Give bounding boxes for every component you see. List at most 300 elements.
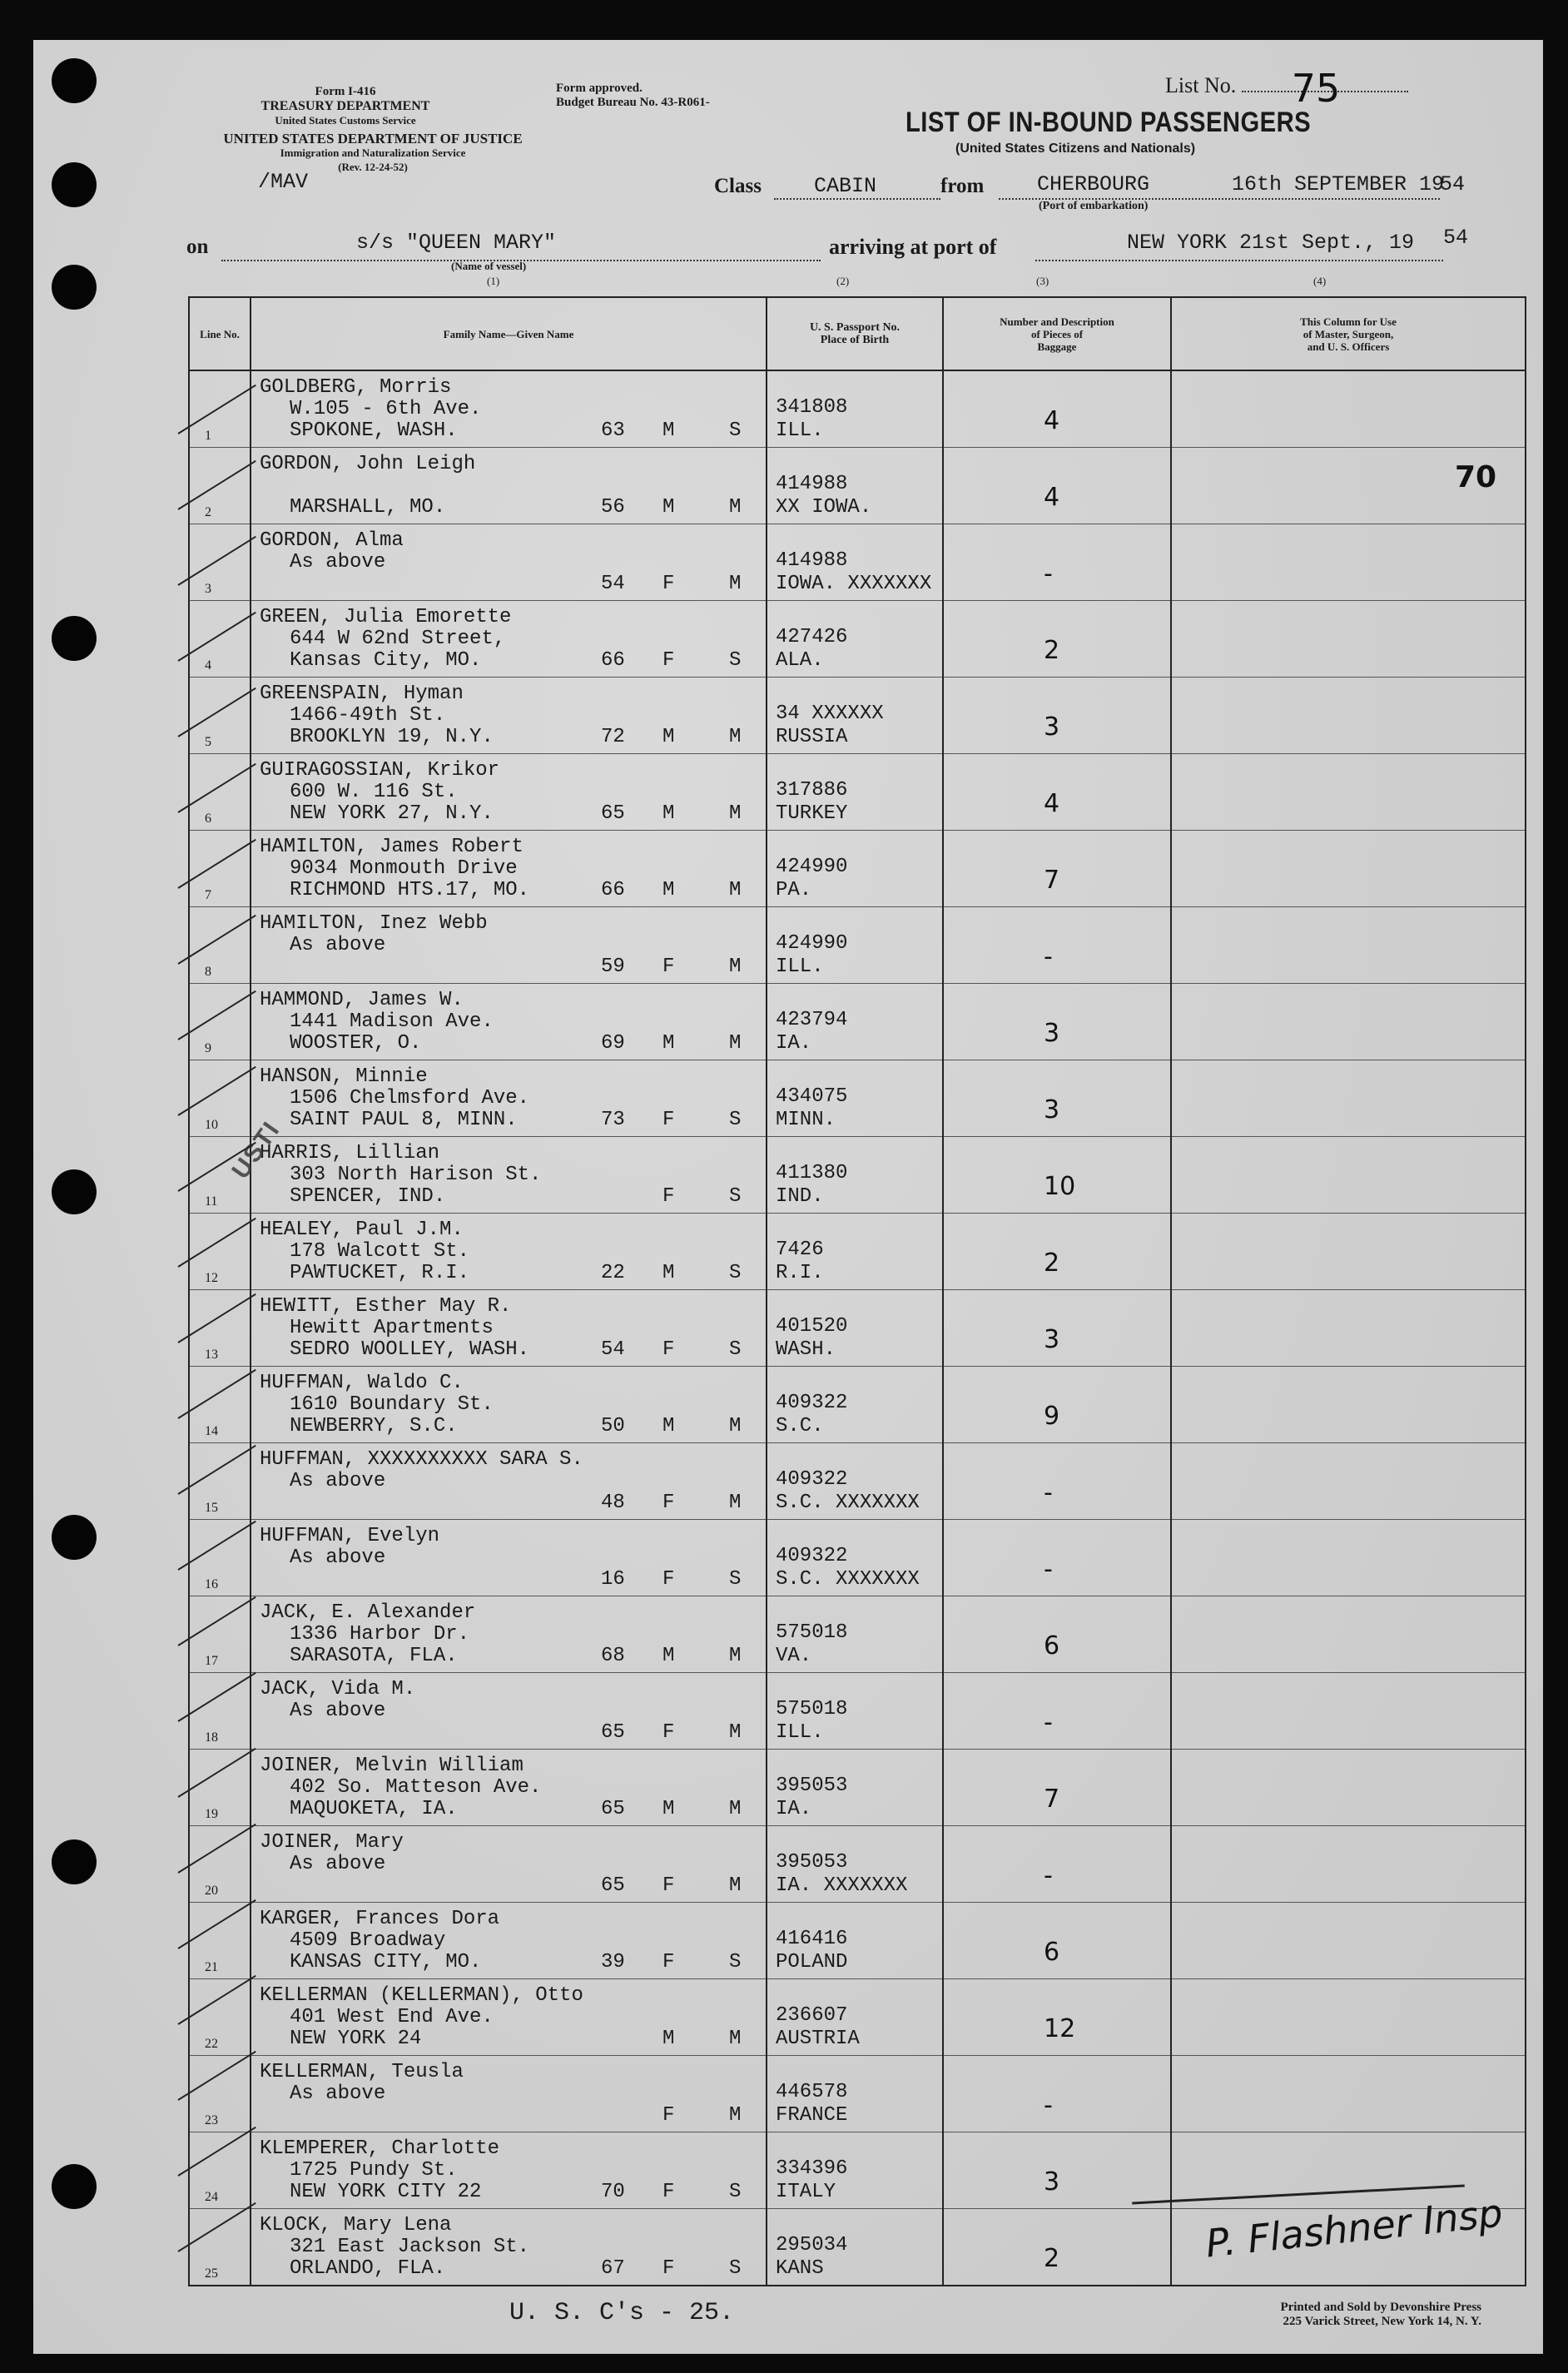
list-no	[1165, 66, 1408, 111]
class-label: Class	[714, 175, 762, 197]
passport-cell	[767, 524, 943, 601]
form-header-treasury	[250, 85, 441, 127]
officer-cell	[1171, 1443, 1526, 1520]
baggage-count: 6	[1044, 1938, 1060, 1967]
passenger-address: 303 North Harison St.	[290, 1164, 542, 1186]
passport-number: 401520	[776, 1315, 848, 1338]
marital-status: S	[729, 2181, 742, 2203]
arriving-label: arriving at port of	[829, 235, 997, 259]
place-of-birth: S.C.	[776, 1415, 824, 1437]
form-number: Form I-416	[315, 85, 376, 98]
passenger-name: JOINER, Mary	[260, 1831, 404, 1854]
name-cell	[251, 1903, 767, 1979]
form-header-justice	[181, 132, 564, 174]
marital-status: M	[729, 1032, 742, 1055]
name-cell	[251, 831, 767, 907]
name-cell	[251, 1596, 767, 1673]
passenger-name: KLOCK, Mary Lena	[260, 2214, 452, 2236]
baggage-cell	[943, 2209, 1171, 2286]
passenger-city: KANSAS CITY, MO.	[290, 1951, 482, 1973]
table-row	[189, 1214, 1526, 1290]
table-row	[189, 1979, 1526, 2056]
baggage-count: -	[1044, 1478, 1053, 1507]
place-of-birth: ITALY	[776, 2181, 836, 2203]
baggage-count: 7	[1044, 1785, 1060, 1814]
col-number-3: (3)	[1036, 275, 1049, 287]
passport-cell	[767, 1367, 943, 1443]
vessel-name: s/s "QUEEN MARY"	[356, 231, 557, 255]
passport-cell	[767, 370, 943, 448]
line-number-cell	[189, 1979, 251, 2056]
line-number-cell	[189, 1060, 251, 1137]
passenger-sex: F	[662, 1492, 675, 1514]
header-name: Family Name—Given Name	[251, 297, 767, 370]
passenger-sex: M	[662, 802, 675, 825]
passenger-age: 16	[601, 1568, 625, 1591]
name-cell	[251, 1826, 767, 1903]
passport-number: 424990	[776, 932, 848, 955]
arrival-port-date: NEW YORK 21st Sept., 19	[1127, 231, 1415, 255]
header-line-no: Line No.	[189, 297, 251, 370]
page-title: LIST OF IN-BOUND PASSENGERS	[906, 107, 1312, 138]
passport-cell	[767, 1214, 943, 1290]
passport-number: 446578	[776, 2081, 848, 2103]
passenger-name: HAMILTON, James Robert	[260, 836, 523, 858]
passenger-address: As above	[290, 1700, 386, 1722]
line-number: 22	[205, 2037, 218, 2051]
punch-hole	[52, 2164, 97, 2209]
table-row	[189, 448, 1526, 524]
baggage-cell	[943, 754, 1171, 831]
name-cell	[251, 1137, 767, 1214]
line-number-cell	[189, 524, 251, 601]
passport-cell	[767, 601, 943, 678]
passenger-name: JACK, E. Alexander	[260, 1601, 476, 1624]
passenger-name: HAMMOND, James W.	[260, 989, 464, 1011]
place-of-birth: ALA.	[776, 649, 824, 672]
officer-cell	[1171, 1214, 1526, 1290]
officer-cell	[1171, 370, 1526, 448]
name-cell	[251, 678, 767, 754]
baggage-cell	[943, 678, 1171, 754]
passenger-name: KLEMPERER, Charlotte	[260, 2137, 500, 2160]
place-of-birth: IOWA. XXXXXXX	[776, 573, 932, 595]
baggage-cell	[943, 1060, 1171, 1137]
passport-number: 409322	[776, 1392, 848, 1414]
table-row	[189, 907, 1526, 984]
passenger-address: 1466-49th St.	[290, 704, 446, 727]
arrival-year: 54	[1443, 226, 1469, 250]
header-baggage: Number and Description of Pieces of Baggage	[943, 297, 1171, 370]
line-number: 1	[205, 429, 211, 443]
passenger-sex: F	[662, 573, 675, 595]
passenger-age: 69	[601, 1032, 625, 1055]
passenger-city: BROOKLYN 19, N.Y.	[290, 726, 494, 748]
line-number-cell	[189, 984, 251, 1060]
baggage-count: 3	[1044, 712, 1060, 742]
passenger-sex: M	[662, 1032, 675, 1055]
service-name: United States Customs Service	[275, 114, 416, 127]
name-cell	[251, 524, 767, 601]
officer-cell	[1171, 1750, 1526, 1826]
table-row	[189, 1290, 1526, 1367]
passport-number: 341808	[776, 396, 848, 419]
marital-status: M	[729, 496, 742, 519]
passenger-name: HUFFMAN, XXXXXXXXXX SARA S.	[260, 1448, 583, 1471]
col-number-2: (2)	[836, 275, 850, 287]
table-row	[189, 2132, 1526, 2209]
line-number-cell	[189, 2209, 251, 2286]
passport-number: 411380	[776, 1162, 848, 1184]
place-of-birth: ILL.	[776, 956, 824, 978]
place-of-birth: ILL.	[776, 419, 824, 442]
name-cell	[251, 2132, 767, 2209]
baggage-count: -	[1044, 559, 1053, 588]
place-of-birth: IA.	[776, 1032, 812, 1055]
passenger-name: GORDON, Alma	[260, 529, 404, 552]
passport-number: 423794	[776, 1009, 848, 1031]
officer-cell	[1171, 1596, 1526, 1673]
baggage-count: 9	[1044, 1402, 1060, 1431]
line-number: 23	[205, 2113, 218, 2127]
table-row	[189, 601, 1526, 678]
passport-cell	[767, 448, 943, 524]
passenger-name: HAMILTON, Inez Webb	[260, 912, 488, 935]
passenger-sex: M	[662, 1798, 675, 1820]
passenger-address: As above	[290, 1546, 386, 1569]
passenger-address: 1610 Boundary St.	[290, 1393, 494, 1416]
table-row	[189, 1673, 1526, 1750]
line-number: 16	[205, 1577, 218, 1591]
passenger-age: 54	[601, 573, 625, 595]
table-row	[189, 1596, 1526, 1673]
marital-status: S	[729, 1338, 742, 1361]
table-row	[189, 370, 1526, 448]
place-of-birth: RUSSIA	[776, 726, 848, 748]
passport-number: 395053	[776, 1775, 848, 1797]
passenger-name: JOINER, Melvin William	[260, 1755, 523, 1777]
passport-number: 409322	[776, 1545, 848, 1567]
name-cell	[251, 907, 767, 984]
passenger-sex: F	[662, 2257, 675, 2280]
punch-hole	[52, 162, 97, 207]
passenger-address: 1725 Pundy St.	[290, 2159, 458, 2182]
baggage-cell	[943, 2056, 1171, 2132]
baggage-count: 2	[1044, 2244, 1060, 2273]
passenger-city: NEW YORK CITY 22	[290, 2181, 482, 2203]
passport-cell	[767, 2132, 943, 2209]
baggage-cell	[943, 984, 1171, 1060]
passenger-age: 56	[601, 496, 625, 519]
passenger-age: 65	[601, 1874, 625, 1897]
col-number-4: (4)	[1313, 275, 1327, 287]
name-cell	[251, 1214, 767, 1290]
passenger-name: HUFFMAN, Waldo C.	[260, 1372, 464, 1394]
punch-hole	[52, 1515, 97, 1560]
officer-cell	[1171, 1826, 1526, 1903]
baggage-count: 4	[1044, 406, 1060, 435]
header-passport: U. S. Passport No. Place of Birth	[767, 297, 943, 370]
passport-number: 434075	[776, 1085, 848, 1108]
from-field	[999, 172, 1445, 200]
passenger-name: HUFFMAN, Evelyn	[260, 1525, 440, 1547]
baggage-cell	[943, 370, 1171, 448]
passenger-age: 65	[601, 1721, 625, 1744]
passenger-sex: F	[662, 956, 675, 978]
place-of-birth: TURKEY	[776, 802, 848, 825]
line-number-cell	[189, 907, 251, 984]
approval-text: Form approved.	[556, 82, 643, 95]
baggage-cell	[943, 601, 1171, 678]
line-number-cell	[189, 1903, 251, 1979]
baggage-cell	[943, 1673, 1171, 1750]
baggage-count: 2	[1044, 636, 1060, 665]
passenger-name: GREEN, Julia Emorette	[260, 606, 512, 628]
passport-number: 575018	[776, 1621, 848, 1644]
dept-name: TREASURY DEPARTMENT	[261, 99, 430, 113]
line-number: 21	[205, 1960, 218, 1974]
marital-status: S	[729, 2257, 742, 2280]
table-row	[189, 1137, 1526, 1214]
passport-cell	[767, 984, 943, 1060]
line-number: 18	[205, 1730, 218, 1745]
baggage-count: 3	[1044, 1019, 1060, 1048]
line-number: 12	[205, 1271, 218, 1285]
baggage-count: 3	[1044, 1095, 1060, 1124]
table-row	[189, 1826, 1526, 1903]
printer-line-1: Printed and Sold by Devonshire Press	[1280, 2301, 1481, 2314]
baggage-count: 7	[1044, 866, 1060, 895]
name-cell	[251, 1750, 767, 1826]
passenger-address: As above	[290, 1853, 386, 1875]
marital-status: M	[729, 1798, 742, 1820]
marital-status: M	[729, 1645, 742, 1667]
passenger-city: RICHMOND HTS.17, MO.	[290, 879, 530, 901]
passport-number: 317886	[776, 779, 848, 802]
passenger-address: 600 W. 116 St.	[290, 781, 458, 803]
passenger-city: SARASOTA, FLA.	[290, 1645, 458, 1667]
ins-name: Immigration and Naturalization Service	[280, 146, 466, 159]
officer-cell	[1171, 1137, 1526, 1214]
passport-cell	[767, 1903, 943, 1979]
name-cell	[251, 1979, 767, 2056]
passenger-age: 66	[601, 879, 625, 901]
line-number: 13	[205, 1348, 218, 1362]
table-row	[189, 754, 1526, 831]
passenger-rows	[189, 370, 1526, 2286]
header-officers: This Column for Use of Master, Surgeon, and U. S. Officers	[1171, 297, 1526, 370]
passport-cell	[767, 1826, 943, 1903]
table-row	[189, 524, 1526, 601]
baggage-cell	[943, 2132, 1171, 2209]
place-of-birth: ILL.	[776, 1721, 824, 1744]
passenger-age: 63	[601, 419, 625, 442]
passport-cell	[767, 1520, 943, 1596]
punch-hole	[52, 58, 97, 103]
line-number-cell	[189, 754, 251, 831]
marital-status: M	[729, 956, 742, 978]
marital-status: S	[729, 1568, 742, 1591]
table-row	[189, 831, 1526, 907]
table-row	[189, 678, 1526, 754]
passenger-sex: F	[662, 1338, 675, 1361]
passport-cell	[767, 831, 943, 907]
passenger-address: 1506 Chelmsford Ave.	[290, 1087, 530, 1110]
passenger-sex: M	[662, 1645, 675, 1667]
place-of-birth: IND.	[776, 1185, 824, 1208]
officer-cell	[1171, 754, 1526, 831]
passport-number: 409322	[776, 1468, 848, 1491]
baggage-cell	[943, 1979, 1171, 2056]
passenger-sex: M	[662, 419, 675, 442]
table-row	[189, 984, 1526, 1060]
passenger-sex: F	[662, 1874, 675, 1897]
line-number: 15	[205, 1501, 218, 1515]
passport-cell	[767, 1673, 943, 1750]
passenger-name: HARRIS, Lillian	[260, 1142, 440, 1164]
baggage-cell	[943, 524, 1171, 601]
baggage-cell	[943, 1290, 1171, 1367]
baggage-count: 3	[1044, 1325, 1060, 1354]
printer-line-2: 225 Varick Street, New York 14, N. Y.	[1283, 2315, 1481, 2328]
name-cell	[251, 754, 767, 831]
name-cell	[251, 1290, 767, 1367]
name-cell	[251, 1443, 767, 1520]
col-number-1: (1)	[487, 275, 500, 287]
baggage-cell	[943, 1367, 1171, 1443]
officer-cell	[1171, 831, 1526, 907]
marital-status: M	[729, 802, 742, 825]
name-cell	[251, 1520, 767, 1596]
passport-number: 34 XXXXXX	[776, 702, 884, 725]
baggage-count: -	[1044, 1861, 1053, 1890]
officer-cell	[1171, 2056, 1526, 2132]
name-cell	[251, 601, 767, 678]
marital-status: M	[729, 726, 742, 748]
budget-number: Budget Bureau No. 43-R061-	[556, 96, 710, 109]
passenger-age: 48	[601, 1492, 625, 1514]
passenger-sex: F	[662, 1721, 675, 1744]
baggage-count: -	[1044, 1708, 1053, 1737]
baggage-cell	[943, 1750, 1171, 1826]
place-of-birth: KANS	[776, 2257, 824, 2280]
passport-number: 295034	[776, 2234, 848, 2256]
officer-cell	[1171, 1290, 1526, 1367]
passenger-table	[188, 296, 1526, 2286]
line-number-cell	[189, 1596, 251, 1673]
passport-number: 424990	[776, 856, 848, 878]
line-number-cell	[189, 1214, 251, 1290]
officer-cell	[1171, 1060, 1526, 1137]
table-row	[189, 1367, 1526, 1443]
class-field	[774, 176, 940, 200]
baggage-cell	[943, 1826, 1171, 1903]
passport-cell	[767, 1750, 943, 1826]
table-row	[189, 1903, 1526, 1979]
line-number: 3	[205, 582, 211, 596]
marital-status: M	[729, 1874, 742, 1897]
baggage-cell	[943, 907, 1171, 984]
marital-status: M	[729, 573, 742, 595]
baggage-cell	[943, 1520, 1171, 1596]
line-number-cell	[189, 1673, 251, 1750]
line-number-cell	[189, 601, 251, 678]
place-of-birth: PA.	[776, 879, 812, 901]
baggage-count: -	[1044, 1555, 1053, 1584]
passport-cell	[767, 754, 943, 831]
line-number: 25	[205, 2266, 218, 2281]
passenger-city: SEDRO WOOLLEY, WASH.	[290, 1338, 530, 1361]
line-number: 14	[205, 1424, 218, 1438]
marital-status: M	[729, 1415, 742, 1437]
passenger-address: 1441 Madison Ave.	[290, 1010, 494, 1033]
place-of-birth: XX IOWA.	[776, 496, 872, 519]
passenger-address: 644 W 62nd Street,	[290, 628, 506, 650]
table-row	[189, 1060, 1526, 1137]
passenger-address: 402 So. Matteson Ave.	[290, 1776, 542, 1799]
place-of-birth: WASH.	[776, 1338, 836, 1361]
printer-imprint	[1198, 2301, 1481, 2329]
line-number: 20	[205, 1884, 218, 1898]
passenger-address: As above	[290, 551, 386, 573]
passenger-city: NEW YORK 24	[290, 2028, 422, 2050]
justice-stamp-fragment: USTI	[226, 1115, 286, 1184]
passenger-address: Hewitt Apartments	[290, 1317, 494, 1339]
passenger-sex: F	[662, 2104, 675, 2127]
line-number: 8	[205, 965, 211, 979]
officer-cell	[1171, 448, 1526, 524]
passenger-sex: F	[662, 2181, 675, 2203]
name-cell	[251, 1367, 767, 1443]
passenger-address: As above	[290, 934, 386, 956]
passenger-name: HEWITT, Esther May R.	[260, 1295, 512, 1318]
passenger-city: MARSHALL, MO.	[290, 496, 446, 519]
baggage-cell	[943, 831, 1171, 907]
passenger-age: 67	[601, 2257, 625, 2280]
baggage-count: 12	[1044, 2014, 1076, 2043]
port-embarkation-label: (Port of embarkation)	[1039, 200, 1149, 212]
line-number: 5	[205, 735, 211, 749]
passport-cell	[767, 678, 943, 754]
marital-status: M	[729, 879, 742, 901]
passport-cell	[767, 1443, 943, 1520]
place-of-birth: MINN.	[776, 1109, 836, 1131]
baggage-count: 4	[1044, 483, 1060, 512]
passenger-address: 178 Walcott St.	[290, 1240, 470, 1263]
name-cell	[251, 1673, 767, 1750]
passport-cell	[767, 1137, 943, 1214]
departure-year: 54	[1440, 172, 1466, 196]
passport-cell	[767, 907, 943, 984]
punch-hole	[52, 265, 97, 310]
passenger-sex: M	[662, 1262, 675, 1284]
officer-cell	[1171, 1979, 1526, 2056]
line-number: 7	[205, 888, 211, 902]
passenger-name: KELLERMAN (KELLERMAN), Otto	[260, 1984, 583, 2007]
table-row	[189, 1520, 1526, 1596]
table-header-row	[189, 297, 1526, 370]
passenger-city: Kansas City, MO.	[290, 649, 482, 672]
officer-cell	[1171, 1367, 1526, 1443]
passport-cell	[767, 1596, 943, 1673]
passenger-age: 59	[601, 956, 625, 978]
baggage-count: 6	[1044, 1631, 1060, 1661]
line-number: 11	[205, 1194, 218, 1209]
passenger-name: GUIRAGOSSIAN, Krikor	[260, 759, 500, 782]
table-row	[189, 2056, 1526, 2132]
name-cell	[251, 984, 767, 1060]
line-number: 4	[205, 658, 211, 673]
